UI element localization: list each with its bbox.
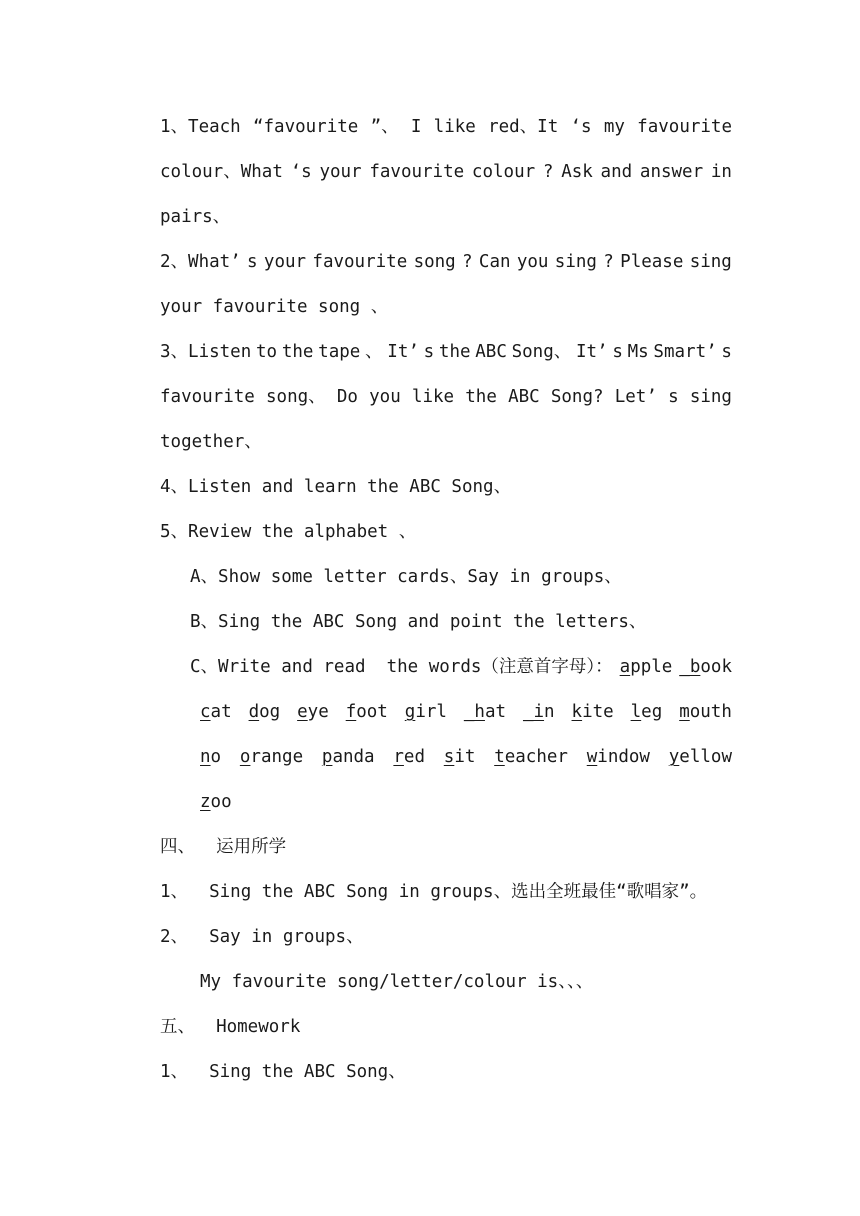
word-item: dog — [248, 702, 281, 722]
word-item: yellow — [668, 747, 732, 767]
paragraph-line-4: 2、What’ s your favourite song ? Can you sing ? Please sing — [160, 252, 732, 272]
word-item: no — [200, 747, 222, 767]
word-item: kite — [571, 702, 614, 722]
paragraph-line-3: pairs、 — [160, 207, 231, 227]
word-item: _hat — [463, 702, 507, 722]
section-4-item-1: 1、 Sing the ABC Song in groups、选出全班最佳“歌唱家”。 — [160, 882, 708, 902]
section-5-item-1: 1、 Sing the ABC Song、 — [160, 1062, 406, 1082]
word-item: red — [393, 747, 425, 767]
substep-a-line: A、Show some letter cards、Say in groups、 — [190, 567, 622, 587]
word-item: teacher — [494, 747, 568, 767]
word-item: eye — [297, 702, 329, 722]
section-5-heading: 五、 Homework — [160, 1017, 301, 1037]
word-item: _in — [522, 702, 555, 722]
word-item: orange — [239, 747, 304, 767]
word-row-3 — [200, 780, 732, 825]
word-item: cat — [200, 702, 232, 722]
paragraph-line-1: 1、Teach “favourite ”、 I like red、It ‘s my favourite — [160, 117, 732, 137]
word-item: window — [586, 747, 650, 767]
word-item: mouth — [679, 702, 732, 722]
word-apple: apple — [619, 657, 673, 677]
word-book: _book — [679, 657, 732, 677]
section-4-heading: 四、 运用所学 — [160, 837, 287, 857]
paragraph-line-5: your favourite song 、 — [160, 297, 389, 317]
word-item: leg — [630, 702, 663, 722]
paragraph-line-8: together、 — [160, 432, 262, 452]
word-row-2 — [200, 735, 732, 780]
paragraph-line-7: favourite song、 Do you like the ABC Song? Let’ s sing — [160, 387, 732, 407]
section-4-item-2-sub: My favourite song/letter/colour is、、、 — [200, 972, 594, 992]
word-item: foot — [345, 702, 388, 722]
section-4-item-2: 2、 Say in groups、 — [160, 927, 364, 947]
paragraph-line-6: 3、Listen to the tape 、 It’ s the ABC Song、 It’ s Ms Smart’ s — [160, 342, 732, 362]
substep-b-line: B、Sing the ABC Song and point the letters、 — [190, 612, 647, 632]
word-item: zoo — [200, 792, 232, 812]
step-5-line: 5、Review the alphabet 、 — [160, 522, 417, 542]
substep-c-line: C、Write and read the words（注意首字母）： apple _book — [190, 645, 732, 690]
word-row-1 — [200, 690, 732, 735]
word-item: sit — [443, 747, 476, 767]
word-item: girl — [404, 702, 447, 722]
step-4-line: 4、Listen and learn the ABC Song、 — [160, 477, 512, 497]
word-item: panda — [321, 747, 375, 767]
paragraph-line-2: colour、What ‘s your favourite colour ? Ask and answer in — [160, 162, 732, 182]
